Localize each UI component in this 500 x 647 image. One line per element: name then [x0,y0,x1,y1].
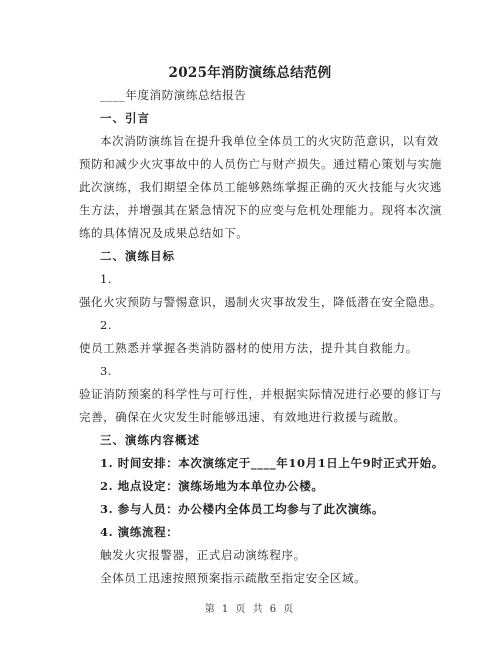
flow-step: 全体员工迅速按照预案指示疏散至指定安全区域。 [100,571,367,585]
goal-number: 1. [100,272,113,286]
flow-step: 触发火灾报警器，正式启动演练程序。 [100,548,306,562]
section-heading-goals: 二、演练目标 [100,249,175,263]
intro-paragraph-line: 本次消防演练旨在提升我单位全体员工的火灾防范意识，以有效 [100,134,439,148]
goal-text: 完善，确保在火灾发生时能够迅速、有效地进行救援与疏散。 [79,410,406,424]
overview-item: 2. 地点设定：演练场地为本单位办公楼。 [100,479,324,493]
goal-text: 验证消防预案的科学性与可行性，并根据实际情况进行必要的修订与 [79,387,442,401]
document-title: 2025年消防演练总结范例 [168,65,332,81]
intro-paragraph-line: 预防和减少火灾事故中的人员伤亡与财产损失。通过精心策划与实施 [79,157,442,171]
overview-item: 1. 时间安排：本次演练定于____年10月1日上午9时正式开始。 [100,456,444,470]
goal-text: 强化火灾预防与警惕意识，遏制火灾事故发生，降低潜在安全隐患。 [79,295,442,309]
intro-paragraph-line: 生方法，并增强其在紧急情况下的应变与危机处理能力。现将本次演 [79,203,442,217]
section-heading-intro: 一、引言 [100,111,150,125]
goal-number: 2. [100,318,113,332]
document-subtitle: ____年度消防演练总结报告 [100,88,247,102]
section-heading-overview: 三、演练内容概述 [100,433,200,447]
goal-number: 3. [100,364,113,378]
intro-paragraph-line: 此次演练，我们期望全体员工能够熟练掌握正确的灭火技能与火灾逃 [79,180,442,194]
intro-paragraph-line: 练的具体情况及成果总结如下。 [79,226,249,240]
overview-item: 3. 参与人员：办公楼内全体员工均参与了此次演练。 [100,502,385,516]
goal-text: 使员工熟悉并掌握各类消防器材的使用方法，提升其自救能力。 [79,341,418,355]
overview-item: 4. 演练流程： [100,525,179,539]
page-footer: 第 1 页 共 6 页 [204,604,296,615]
